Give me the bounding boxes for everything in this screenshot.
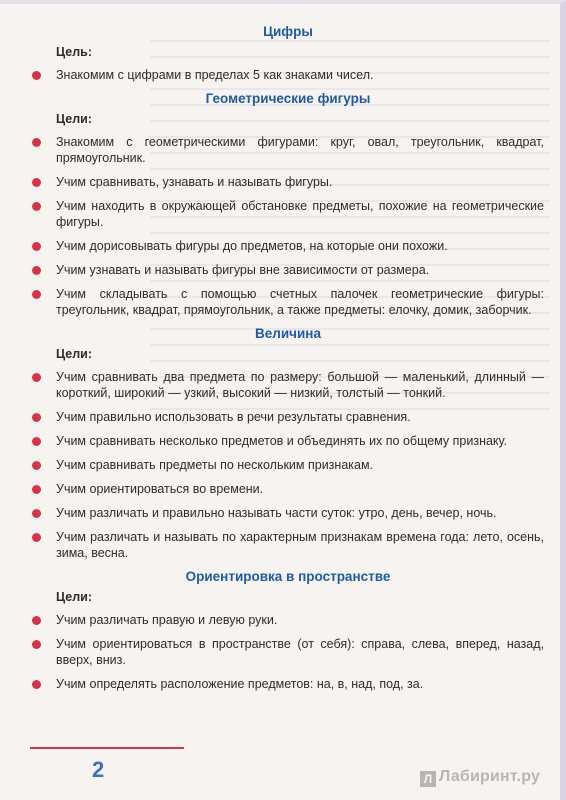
bullet-icon	[32, 485, 41, 494]
bullet-icon	[32, 616, 41, 625]
footer-rule	[30, 747, 184, 749]
list-item	[32, 198, 544, 230]
bullet-icon	[32, 242, 41, 251]
list-item	[32, 529, 544, 561]
list-item-text: Учим ориентироваться в пространстве (от себя): справа, слева, вперед, назад, вверх, вниз.	[56, 637, 544, 667]
bullet-icon	[32, 138, 41, 147]
list-item-text: Учим различать правую и левую руки.	[56, 613, 278, 627]
bullet-icon	[32, 533, 41, 542]
list-item-text: Знакомим с геометрическими фигурами: круг, овал, треугольник, квадрат, прямоугольник.	[56, 135, 544, 165]
section-title: Цифры	[263, 24, 313, 39]
list-item	[32, 369, 544, 401]
section-size	[32, 326, 544, 561]
list-item	[32, 238, 544, 254]
bullet-icon	[32, 680, 41, 689]
list-item-text: Учим сравнивать, узнавать и называть фигуры.	[56, 175, 333, 189]
bullet-icon	[32, 509, 41, 518]
list-item	[32, 262, 544, 278]
list-item	[32, 481, 544, 497]
document-body	[32, 24, 544, 700]
bullet-icon	[32, 437, 41, 446]
bullet-icon	[32, 640, 41, 649]
list-item-text: Учим сравнивать несколько предметов и объединять их по общему признаку.	[56, 434, 508, 448]
bullet-icon	[32, 290, 41, 299]
section-title: Ориентировка в пространстве	[185, 569, 391, 584]
list-item	[32, 134, 544, 166]
list-item-text: Учим различать и правильно называть части суток: утро, день, вечер, ночь.	[56, 506, 497, 520]
list-item	[32, 174, 544, 190]
goal-label: Цели:	[56, 347, 93, 361]
section-digits	[32, 24, 544, 83]
list-item	[32, 457, 544, 473]
list-item-text: Учим узнавать и называть фигуры вне зависимости от размера.	[56, 263, 430, 277]
watermark-text: Лабиринт.ру	[439, 768, 541, 785]
bullet-icon	[32, 178, 41, 187]
goal-label: Цели:	[56, 112, 93, 126]
list-item	[32, 676, 544, 692]
list-item	[32, 612, 544, 628]
labirint-logo-icon: Л	[420, 771, 436, 787]
bullet-icon	[32, 373, 41, 382]
list-item-text: Учим дорисовывать фигуры до предметов, на которые они похожи.	[56, 239, 448, 253]
list-item-text: Учим различать и называть по характерным признакам времена года: лето, осень, зима, весна.	[56, 530, 544, 560]
list-item	[32, 505, 544, 521]
bullet-icon	[32, 266, 41, 275]
watermark	[420, 768, 540, 787]
list-item-text: Учим сравнивать предметы по нескольким признакам.	[56, 458, 374, 472]
goal-label: Цель:	[56, 45, 93, 59]
goal-label: Цели:	[56, 590, 93, 604]
list-item-text: Учим ориентироваться во времени.	[56, 482, 264, 496]
list-item	[32, 433, 544, 449]
list-item-text: Учим определять расположение предметов: на, в, над, под, за.	[56, 677, 424, 691]
list-item	[32, 286, 544, 318]
list-item-text: Учим находить в окружающей обстановке предметы, похожие на геометрические фигуры.	[56, 199, 544, 229]
bullet-icon	[32, 413, 41, 422]
bullet-icon	[32, 202, 41, 211]
bullet-icon	[32, 71, 41, 80]
list-item	[32, 409, 544, 425]
list-item-text: Знакомим с цифрами в пределах 5 как знаками чисел.	[56, 68, 374, 82]
section-spatial-orientation	[32, 569, 544, 692]
list-item	[32, 636, 544, 668]
section-title: Геометрические фигуры	[205, 91, 371, 106]
section-title: Величина	[255, 326, 321, 341]
bullet-icon	[32, 461, 41, 470]
list-item-text: Учим сравнивать два предмета по размеру: большой — маленький, длинный — короткий, широкий — узкий, высокий — низкий, толстый — тонкий.	[56, 370, 544, 400]
list-item-text: Учим складывать с помощью счетных палочек геометрические фигуры: треугольник, квадрат, прямоугольник, а также предметы: елочку, домик, заборчик.	[56, 287, 544, 317]
page-number: 2	[92, 757, 105, 782]
list-item-text: Учим правильно использовать в речи результаты сравнения.	[56, 410, 411, 424]
section-geometric-shapes	[32, 91, 544, 318]
list-item	[32, 67, 544, 83]
